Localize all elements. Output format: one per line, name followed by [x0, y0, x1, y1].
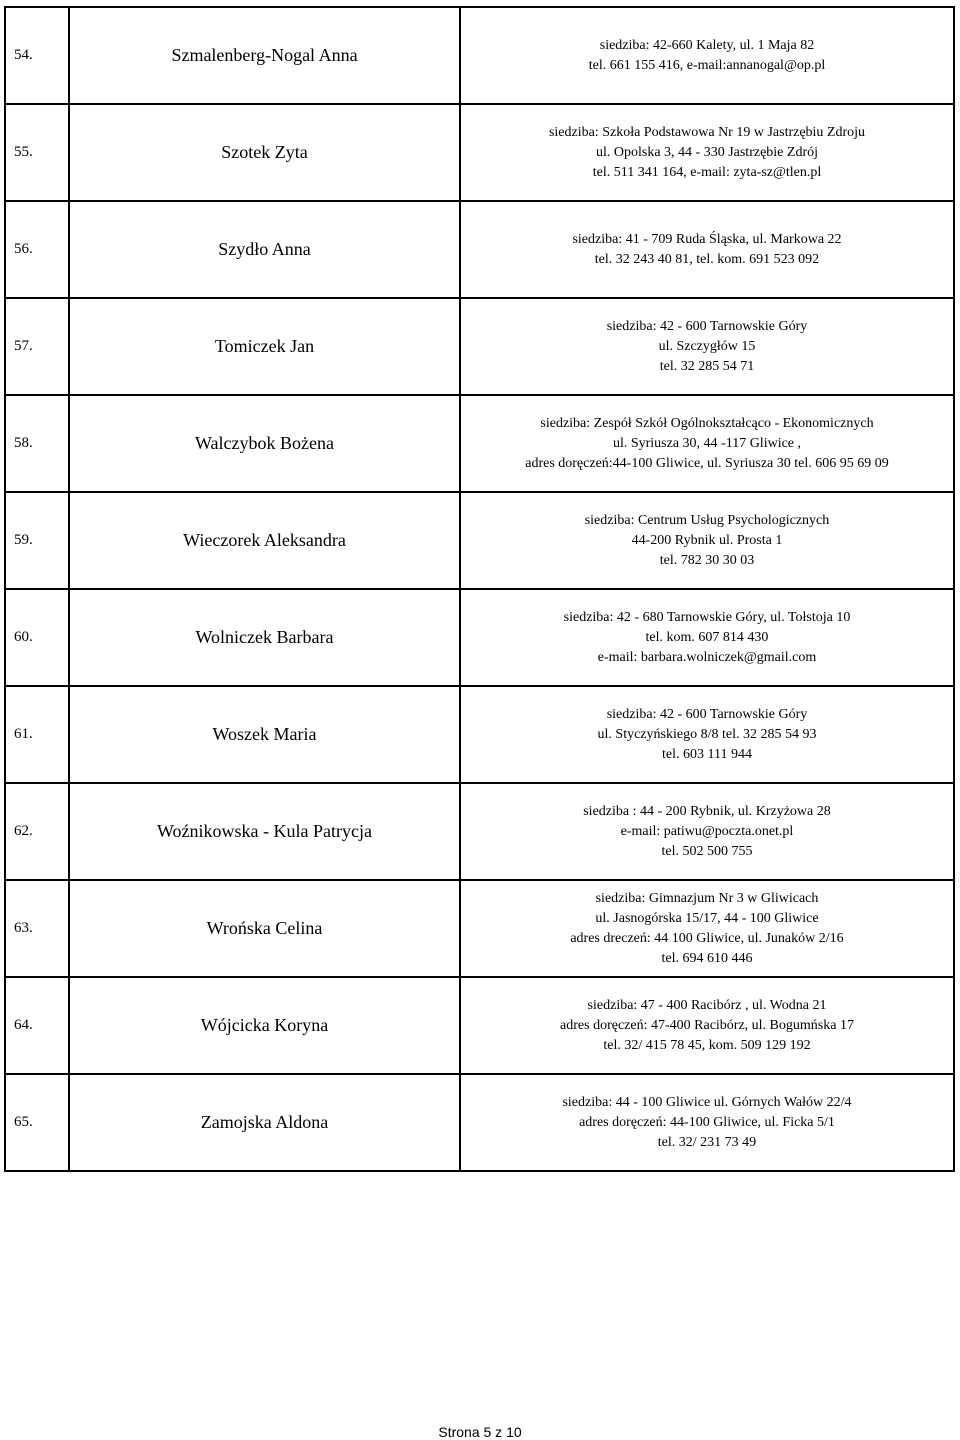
table-row [5, 395, 954, 492]
entry-name: Szydło Anna [69, 201, 460, 298]
address-line: siedziba: Zespół Szkół Ogólnokształcąco - Ekonomicznych [540, 415, 874, 431]
entry-address [460, 201, 954, 298]
table-row [5, 880, 954, 977]
table-row [5, 201, 954, 298]
entry-address [460, 589, 954, 686]
address-line: tel. 502 500 755 [661, 843, 753, 859]
table-row [5, 7, 954, 104]
entry-address [460, 686, 954, 783]
entry-number: 56. [5, 201, 69, 298]
entry-name: Wolniczek Barbara [69, 589, 460, 686]
address-line: siedziba: Centrum Usług Psychologicznych [584, 512, 830, 528]
entry-name: Walczybok Bożena [69, 395, 460, 492]
entry-number: 54. [5, 7, 69, 104]
entry-number: 61. [5, 686, 69, 783]
entry-number: 60. [5, 589, 69, 686]
entry-address [460, 1074, 954, 1171]
address-line: siedziba: 47 - 400 Racibórz , ul. Wodna 21 [587, 997, 827, 1013]
entry-number: 65. [5, 1074, 69, 1171]
address-line: adres dreczeń: 44 100 Gliwice, ul. Junaków 2/16 [570, 930, 844, 946]
table-row [5, 783, 954, 880]
entry-number: 57. [5, 298, 69, 395]
entry-name: Zamojska Aldona [69, 1074, 460, 1171]
table-row [5, 298, 954, 395]
address-line: siedziba: 42 - 600 Tarnowskie Góry [606, 706, 808, 722]
entry-name: Szmalenberg-Nogal Anna [69, 7, 460, 104]
entry-name: Wieczorek Aleksandra [69, 492, 460, 589]
address-line: ul. Opolska 3, 44 - 330 Jastrzębie Zdrój [595, 144, 818, 160]
entry-name: Woźnikowska - Kula Patrycja [69, 783, 460, 880]
entry-number: 64. [5, 977, 69, 1074]
entry-address [460, 880, 954, 977]
table-row [5, 492, 954, 589]
address-line: tel. 694 610 446 [661, 950, 753, 966]
address-line: 44-200 Rybnik ul. Prosta 1 [631, 532, 783, 548]
entry-address [460, 395, 954, 492]
address-line: e-mail: barbara.wolniczek@gmail.com [597, 649, 817, 665]
table-row [5, 686, 954, 783]
address-line: tel. 32/ 415 78 45, kom. 509 129 192 [603, 1037, 811, 1053]
entry-number: 59. [5, 492, 69, 589]
table-row [5, 104, 954, 201]
table-row [5, 1074, 954, 1171]
address-line: tel. 782 30 30 03 [659, 552, 755, 568]
entry-address [460, 104, 954, 201]
address-line: ul. Szczygłów 15 [658, 338, 756, 354]
entry-address [460, 7, 954, 104]
address-line: siedziba: Gimnazjum Nr 3 w Gliwicach [595, 890, 819, 906]
address-line: adres doręczeń: 47-400 Racibórz, ul. Bogumńska 17 [560, 1017, 854, 1033]
address-line: tel. 511 341 164, e-mail: zyta-sz@tlen.pl [592, 164, 822, 180]
address-line: e-mail: patiwu@poczta.onet.pl [620, 823, 794, 839]
table-row [5, 589, 954, 686]
table-row [5, 977, 954, 1074]
address-line: ul. Jasnogórska 15/17, 44 - 100 Gliwice [595, 910, 819, 926]
address-line: tel. 32/ 231 73 49 [657, 1134, 757, 1150]
entry-name: Wójcicka Koryna [69, 977, 460, 1074]
table-body [5, 7, 954, 1171]
address-line: tel. 661 155 416, e-mail:annanogal@op.pl [588, 57, 826, 73]
entry-name: Szotek Zyta [69, 104, 460, 201]
address-line: ul. Styczyńskiego 8/8 tel. 32 285 54 93 [597, 726, 817, 742]
entry-name: Wrońska Celina [69, 880, 460, 977]
entry-number: 63. [5, 880, 69, 977]
address-line: siedziba: 41 - 709 Ruda Śląska, ul. Markowa 22 [572, 231, 842, 247]
address-line: ul. Syriusza 30, 44 -117 Gliwice , [612, 435, 802, 451]
entry-address [460, 977, 954, 1074]
entry-number: 62. [5, 783, 69, 880]
address-line: tel. 32 285 54 71 [659, 358, 755, 374]
address-line: adres doręczeń:44-100 Gliwice, ul. Syriusza 30 tel. 606 95 69 09 [525, 455, 889, 471]
address-line: siedziba: 44 - 100 Gliwice ul. Górnych Wałów 22/4 [562, 1094, 852, 1110]
entry-name: Woszek Maria [69, 686, 460, 783]
address-line: siedziba: 42 - 680 Tarnowskie Góry, ul. Tołstoja 10 [563, 609, 851, 625]
entry-name: Tomiczek Jan [69, 298, 460, 395]
entry-number: 58. [5, 395, 69, 492]
entry-address [460, 492, 954, 589]
address-line: adres doręczeń: 44-100 Gliwice, ul. Ficka 5/1 [579, 1114, 835, 1130]
address-line: tel. 603 111 944 [662, 746, 752, 762]
entry-address [460, 783, 954, 880]
page-footer: Strona 5 z 10 [438, 1424, 522, 1440]
address-line: tel. 32 243 40 81, tel. kom. 691 523 092 [594, 251, 820, 267]
experts-table [4, 6, 955, 1172]
address-line: siedziba : 44 - 200 Rybnik, ul. Krzyżowa 28 [583, 803, 831, 819]
address-line: siedziba: Szkoła Podstawowa Nr 19 w Jastrzębiu Zdroju [548, 124, 866, 140]
address-line: siedziba: 42 - 600 Tarnowskie Góry [606, 318, 808, 334]
address-line: tel. kom. 607 814 430 [645, 629, 769, 645]
entry-address [460, 298, 954, 395]
entry-number: 55. [5, 104, 69, 201]
address-line: siedziba: 42-660 Kalety, ul. 1 Maja 82 [599, 37, 815, 53]
